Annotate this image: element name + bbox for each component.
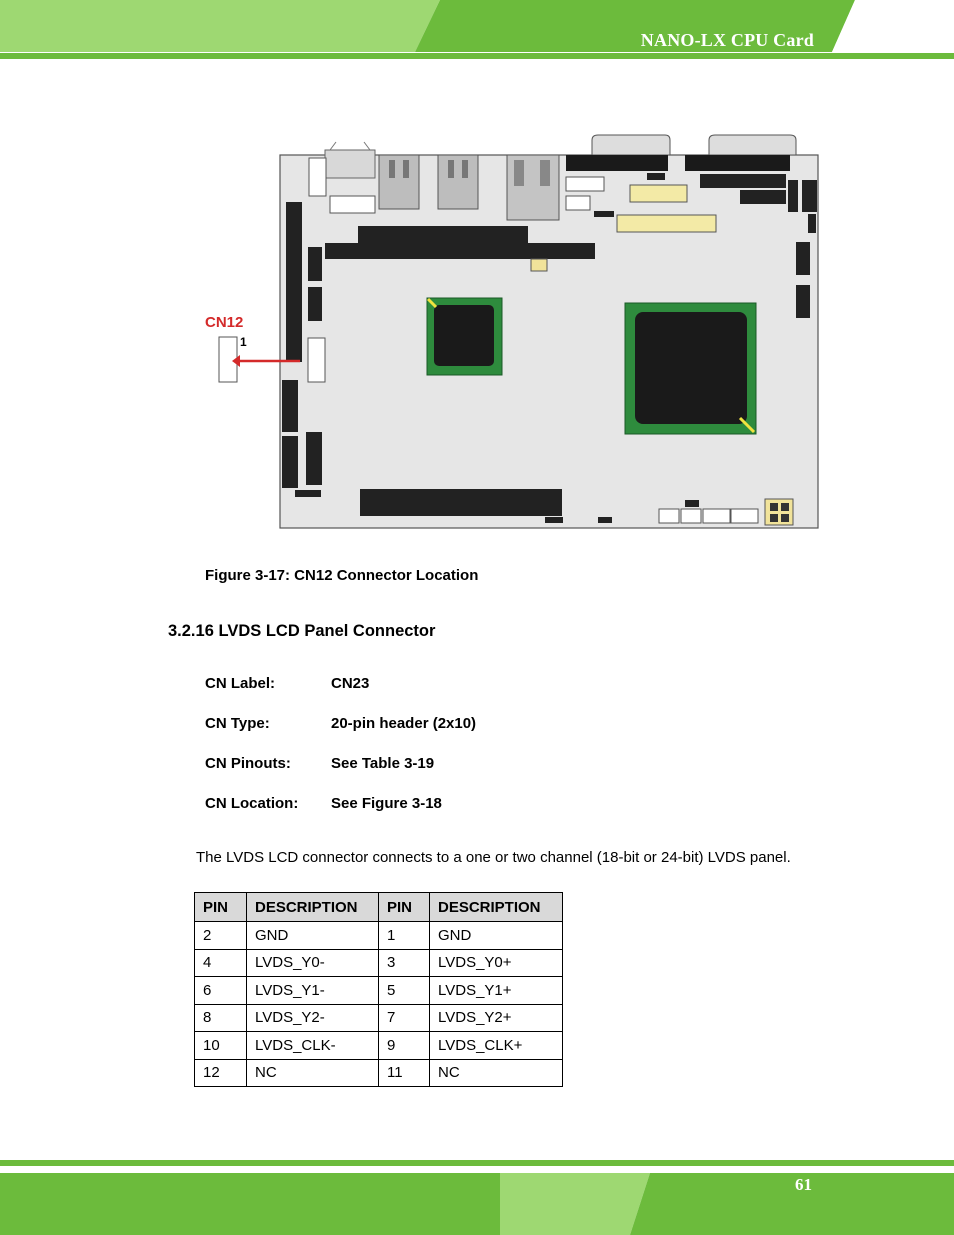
table-row bbox=[195, 977, 563, 1005]
page-footer-banner bbox=[0, 1160, 954, 1235]
table-cell: LVDS_CLK- bbox=[247, 1032, 379, 1060]
section-description: The LVDS LCD connector connects to a one or two channel (18-bit or 24-bit) LVDS panel. bbox=[196, 849, 791, 866]
table-cell: 7 bbox=[379, 1004, 430, 1032]
column-header: PIN bbox=[195, 893, 247, 922]
board-diagram bbox=[200, 130, 830, 535]
column-header: DESCRIPTION bbox=[430, 893, 563, 922]
table-cell: 8 bbox=[195, 1004, 247, 1032]
table-cell: LVDS_Y2- bbox=[247, 1004, 379, 1032]
table-cell: NC bbox=[247, 1059, 379, 1087]
table-cell: 5 bbox=[379, 977, 430, 1005]
page-number: 61 bbox=[795, 1175, 812, 1194]
table-cell: GND bbox=[247, 922, 379, 950]
table-cell: 2 bbox=[195, 922, 247, 950]
pin-one-label: 1 bbox=[240, 335, 247, 349]
table-row bbox=[195, 922, 563, 950]
section-heading: 3.2.16 LVDS LCD Panel Connector bbox=[168, 622, 436, 640]
table-cell: LVDS_Y2+ bbox=[430, 1004, 563, 1032]
table-row bbox=[195, 949, 563, 977]
pinout-table bbox=[194, 892, 563, 1087]
table-cell: 4 bbox=[195, 949, 247, 977]
table-cell: 1 bbox=[379, 922, 430, 950]
table-cell: 3 bbox=[379, 949, 430, 977]
column-header: DESCRIPTION bbox=[247, 893, 379, 922]
table-cell: LVDS_Y1- bbox=[247, 977, 379, 1005]
table-cell: LVDS_CLK+ bbox=[430, 1032, 563, 1060]
table-cell: 6 bbox=[195, 977, 247, 1005]
table-cell: LVDS_Y0- bbox=[247, 949, 379, 977]
table-cell: 12 bbox=[195, 1059, 247, 1087]
document-title: NANO-LX CPU Card bbox=[640, 30, 814, 50]
table-cell: 11 bbox=[379, 1059, 430, 1087]
table-header-row bbox=[195, 893, 563, 922]
table-cell: 9 bbox=[379, 1032, 430, 1060]
table-cell: 10 bbox=[195, 1032, 247, 1060]
table-row bbox=[195, 1032, 563, 1060]
cn12-callout-label: CN12 bbox=[205, 314, 244, 331]
table-cell: NC bbox=[430, 1059, 563, 1087]
table-cell: LVDS_Y0+ bbox=[430, 949, 563, 977]
figure-caption: Figure 3-17: CN12 Connector Location bbox=[205, 567, 479, 584]
table-cell: LVDS_Y1+ bbox=[430, 977, 563, 1005]
column-header: PIN bbox=[379, 893, 430, 922]
table-cell: GND bbox=[430, 922, 563, 950]
table-row bbox=[195, 1004, 563, 1032]
table-row bbox=[195, 1059, 563, 1087]
